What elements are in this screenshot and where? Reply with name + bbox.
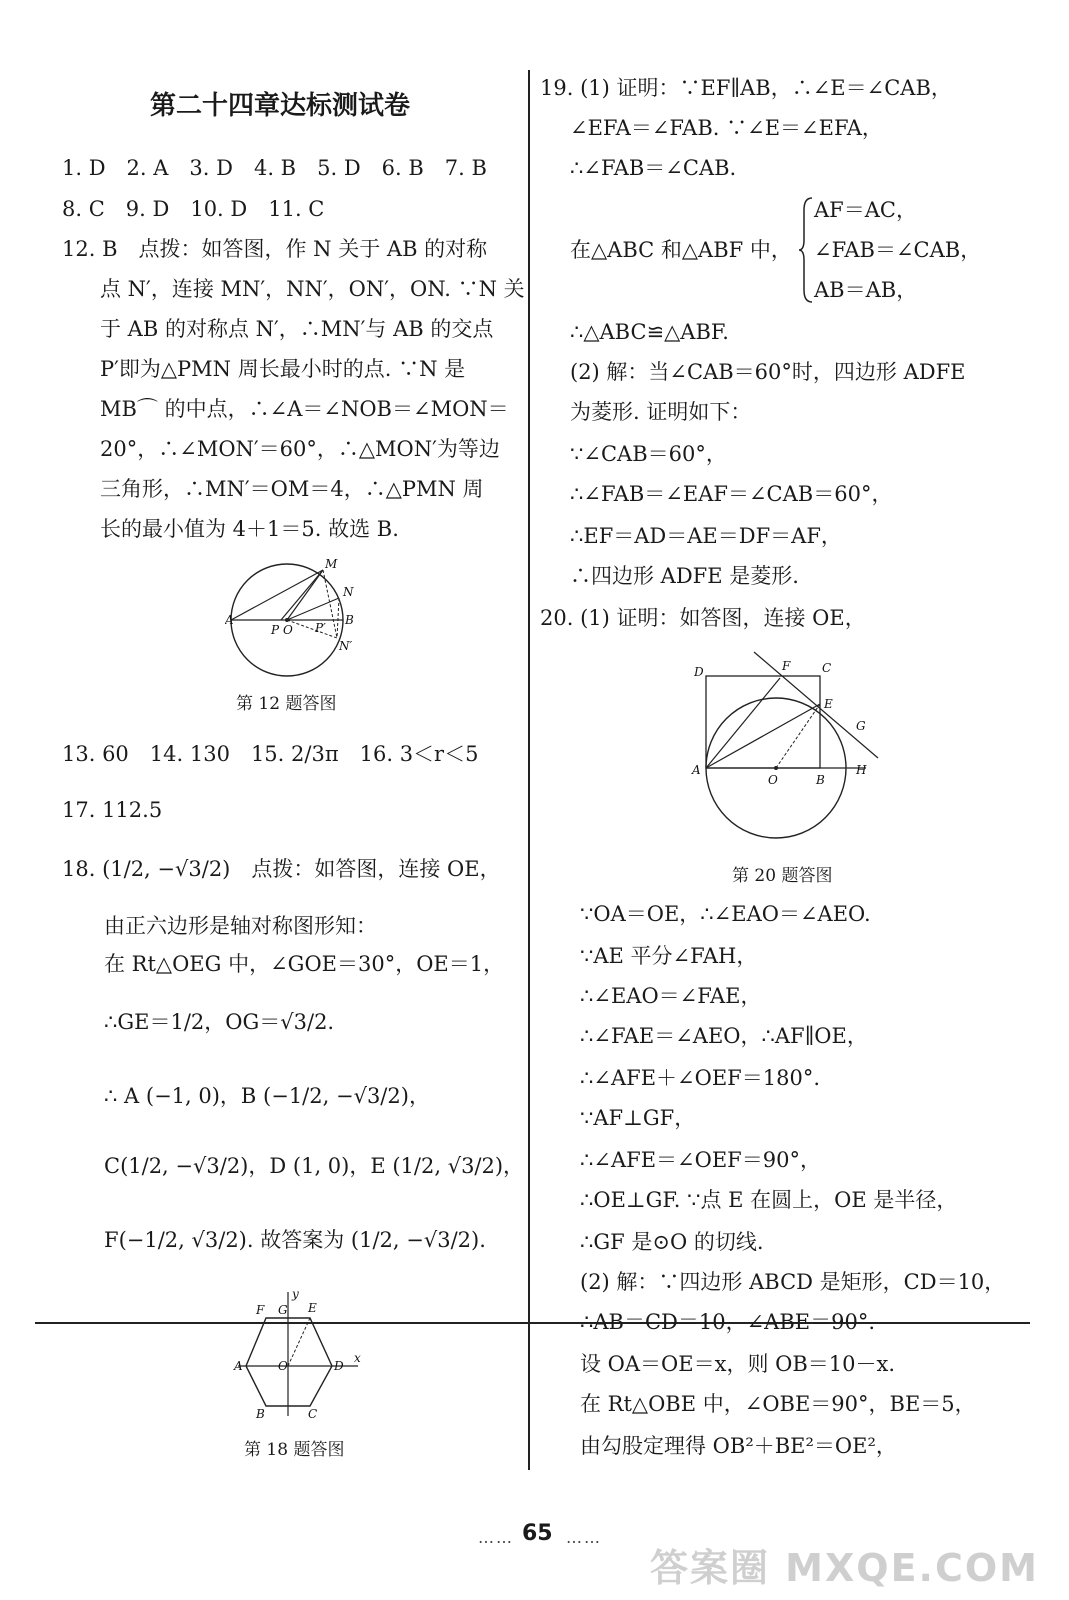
fig12-label: N — [343, 585, 354, 599]
column-divider — [528, 70, 530, 1470]
answer-line: ∴∠FAB＝∠CAB. — [570, 156, 737, 180]
answer-line: 于 AB 的对称点 N′，∴MN′与 AB 的交点 — [100, 317, 494, 341]
answer-line: ∵OA＝OE，∴∠EAO＝∠AEO. — [580, 902, 871, 926]
answer-line: 在 Rt△OEG 中，∠GOE＝30°，OE＝1， — [104, 952, 505, 976]
fig20-label: G — [856, 719, 866, 733]
fig18-label: F — [256, 1303, 265, 1317]
figure-18-caption: 第 18 题答图 — [244, 1440, 345, 1460]
answer-line: ∴△ABC≌△ABF. — [570, 320, 729, 344]
system-brace — [798, 196, 814, 304]
fig18-label: D — [334, 1359, 344, 1373]
fig18-label: E — [308, 1301, 317, 1315]
answer-line: ∵AF⊥GF， — [580, 1106, 696, 1130]
fig12-label: B — [345, 613, 354, 627]
figure-20-diagram — [688, 650, 888, 846]
fig12-label: P′ — [315, 621, 326, 635]
fig20-label: O — [768, 773, 778, 787]
answer-line: ∵∠CAB＝60°， — [570, 442, 727, 466]
figure-18-diagram — [228, 1288, 368, 1420]
answer-line: ∴四边形 ADFE 是菱形. — [570, 564, 799, 588]
answer-line: ∵AE 平分∠FAH， — [580, 944, 758, 968]
fig20-label: D — [694, 665, 704, 679]
fig20-label: F — [782, 659, 791, 673]
answer-line: 17. 112.5 — [62, 798, 163, 822]
answer-line: ∴GF 是⊙O 的切线. — [580, 1230, 764, 1254]
answer-line: 由正六边形是轴对称图形知： — [104, 914, 377, 938]
system-line: AB＝AB， — [814, 278, 918, 302]
fig20-label: E — [824, 697, 833, 711]
figure-20-caption: 第 20 题答图 — [732, 866, 833, 886]
fig18-label: G — [278, 1303, 288, 1317]
answer-line: ∴ A (−1, 0)，B (−1/2, −√3/2)， — [104, 1084, 430, 1108]
answer-line: 20. (1) 证明：如答图，连接 OE， — [540, 606, 866, 630]
fig20-label: H — [856, 763, 867, 777]
answer-line: 由勾股定理得 OB²＋BE²＝OE²， — [580, 1434, 897, 1458]
answer-line: ∴∠AFE＋∠OEF＝180°. — [580, 1066, 820, 1090]
answer-line: MB⌒ 的中点，∴∠A＝∠NOB＝∠MON＝ — [100, 397, 509, 421]
answer-line: ∴EF＝AD＝AE＝DF＝AF， — [570, 524, 842, 548]
answer-line: 13. 60 14. 130 15. 2/3π 16. 3＜r＜5 — [62, 742, 479, 766]
answer-line: 18. (1/2, −√3/2) 点拨：如答图，连接 OE， — [62, 857, 501, 881]
answer-line: 三角形，∴MN′＝OM＝4，∴△PMN 周 — [100, 477, 484, 501]
answer-line: 19. (1) 证明：∵EF∥AB，∴∠E＝∠CAB， — [540, 76, 952, 100]
answer-line: C(1/2, −√3/2)，D (1, 0)，E (1/2, √3/2)， — [104, 1154, 525, 1178]
answer-line: (2) 解：∵四边形 ABCD 是矩形，CD＝10， — [580, 1270, 1006, 1294]
answer-line: (2) 解：当∠CAB＝60°时，四边形 ADFE — [570, 360, 966, 384]
watermark-logo: 答案圈 MXQE.COM — [649, 1546, 1039, 1590]
fig18-label: y — [292, 1288, 299, 1301]
page-number-dots-right: …… — [566, 1528, 602, 1547]
answer-line: 1. D 2. A 3. D 4. B 5. D 6. B 7. B — [62, 156, 487, 180]
answer-line: ∴∠AFE＝∠OEF＝90°， — [580, 1148, 821, 1172]
fig18-label: A — [234, 1359, 243, 1373]
page-title: 第二十四章达标测试卷 — [150, 91, 411, 121]
answer-line: ∴AB＝CD＝10，∠ABE＝90°. — [580, 1310, 876, 1334]
fig12-label: O — [283, 623, 293, 637]
answer-line: 设 OA＝OE＝x，则 OB＝10－x. — [580, 1352, 896, 1376]
answer-line: ∴OE⊥GF. ∵点 E 在圆上，OE 是半径， — [580, 1188, 958, 1212]
page-number: 65 — [522, 1521, 553, 1546]
fig12-label: N′ — [339, 639, 353, 653]
fig20-label: A — [692, 763, 701, 777]
section-divider — [35, 1322, 1030, 1324]
answer-line: ∴∠EAO＝∠FAE， — [580, 984, 762, 1008]
fig12-label: M — [325, 558, 338, 571]
fig12-label: A — [225, 613, 234, 627]
answer-line: ∴∠FAE＝∠AEO，∴AF∥OE， — [580, 1024, 868, 1048]
fig18-label: O — [278, 1359, 288, 1373]
fig18-label: B — [256, 1407, 265, 1420]
answer-line: ∴∠FAB＝∠EAF＝∠CAB＝60°， — [570, 482, 893, 506]
answer-line: F(−1/2, √3/2). 故答案为 (1/2, −√3/2). — [104, 1228, 486, 1252]
figure-12-diagram — [225, 558, 365, 688]
page-number-dots-left: …… — [478, 1528, 514, 1547]
answer-line: 在 Rt△OBE 中，∠OBE＝90°，BE＝5， — [580, 1392, 976, 1416]
system-line: ∠FAB＝∠CAB， — [814, 238, 982, 262]
answer-line: P′即为△PMN 周长最小时的点. ∵N 是 — [100, 357, 466, 381]
system-prefix: 在△ABC 和△ABF 中， — [570, 238, 792, 262]
answer-line: 8. C 9. D 10. D 11. C — [62, 197, 325, 221]
fig12-label: P — [271, 623, 280, 637]
answer-line: ∠EFA＝∠FAB. ∵∠E＝∠EFA， — [570, 116, 883, 140]
fig18-label: x — [354, 1351, 361, 1365]
fig18-label: C — [308, 1407, 318, 1420]
answer-line: 点 N′，连接 MN′，NN′，ON′，ON. ∵N 关 — [100, 277, 525, 301]
system-line: AF＝AC， — [814, 198, 917, 222]
answer-line: ∴GE＝1/2，OG＝√3/2. — [104, 1010, 335, 1034]
answer-line: 20°，∴∠MON′＝60°，∴△MON′为等边 — [100, 437, 500, 461]
answer-line: 长的最小值为 4＋1＝5. 故选 B. — [100, 517, 399, 541]
answer-line: 为菱形. 证明如下： — [570, 400, 752, 424]
fig20-label: B — [816, 773, 825, 787]
answer-line: 12. B 点拨：如答图，作 N 关于 AB 的对称 — [62, 237, 488, 261]
figure-12-caption: 第 12 题答图 — [236, 694, 337, 714]
fig20-label: C — [822, 661, 832, 675]
